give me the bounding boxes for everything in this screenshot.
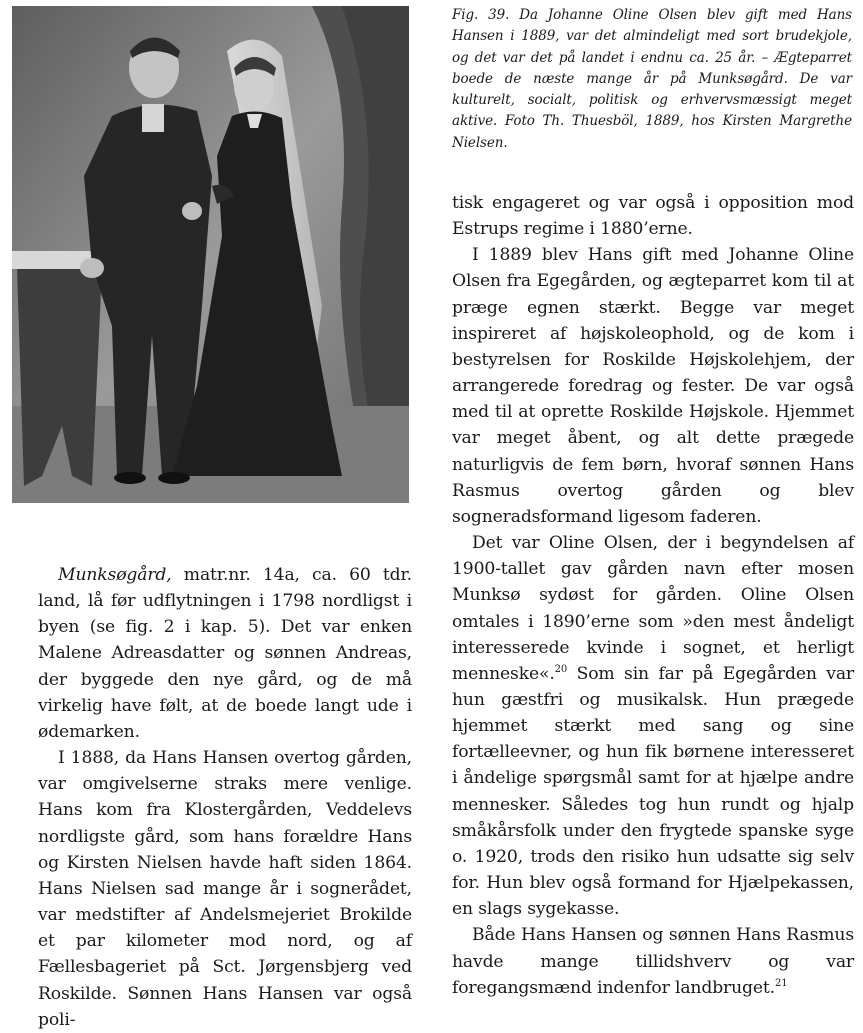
paragraph-text: matr.nr. 14a, ca. 60 tdr. land, lå før udflytningen i 1798 nordligst i byen (se fig. 2 i kap. 5). Det var enken Malene Adreasdatter og sønnen Andreas, der byggede den nye gård, og de må virkelig have følt, at de boede langt ude i ødemarken. xyxy=(38,565,412,742)
paragraph-oline-olsen xyxy=(452,530,854,922)
paragraph-continuation: tisk engageret og var også i opposition mod Estrups regime i 1880’erne. xyxy=(452,193,854,240)
footnote-ref-20[interactable]: 20 xyxy=(554,663,568,675)
figure-caption: Fig. 39. Da Johanne Oline Olsen blev gift med Hans Hansen i 1889, var det almindeligt med sort brudekjole, og det var det på landet i endnu ca. 25 år. – Ægteparret boede de næste mange år på Munksøgård. De var kulturelt, socialt, politisk og erhvervsmæssigt meget aktive. Foto Th. Thuesböl, 1889, hos Kirsten Margrethe Nielsen. xyxy=(452,7,852,151)
paragraph-text: Både Hans Hansen og sønnen Hans Rasmus havde mange tillidshverv og var foregangsmænd indenfor landbruget. xyxy=(452,925,854,998)
footnote-ref-21[interactable]: 21 xyxy=(774,977,788,989)
paragraph-text: Det var Oline Olsen, der i begyndelsen af 1900-tallet gav gården navn efter mosen Munksø sydøst for gården. Oline Olsen omtales i 1890’erne som »den mest åndeligt interesserede kvinde i sognet, et herligt menneske«. xyxy=(452,533,854,684)
paragraph-munksogard xyxy=(38,562,412,745)
paragraph-text: Som sin far på Egegården var hun gæstfri og musikalsk. Hun prægede hjemmet stærkt med sang og sine fortælleevner, og hun fik børnene interesseret i åndelige spørgsmål samt for at hjælpe andre mennesker. Således tog hun rundt og hjalp småkårsfolk under den frygtede spanske syge o. 1920, trods den risiko hun udsatte sig selv for. Hun blev også formand for Hjælpekassen, en slags sygekasse. xyxy=(452,663,854,920)
paragraph-hans-rasmus xyxy=(452,922,854,1000)
wedding-photo xyxy=(12,6,409,503)
left-text-column xyxy=(38,562,412,1033)
farm-name: Munksøgård, xyxy=(58,565,172,585)
paragraph-1889: I 1889 blev Hans gift med Johanne Oline Olsen fra Egegården, og ægteparret kom til at præge egnen stærkt. Begge var meget inspireret af højskoleophold, og de kom i bestyrelsen for Roskilde Højskolehjem, der arrangerede foredrag og fester. De var også med til at oprette Roskilde Højskole. Hjemmet var meget åbent, og alt dette prægede naturligvis de fem børn, hvoraf sønnen Hans Rasmus overtog gården og blev sogneradsformand ligesom faderen. xyxy=(452,245,854,527)
paragraph-1888: I 1888, da Hans Hansen overtog gården, var omgivelserne straks mere venlige. Hans kom fra Klostergården, Veddelevs nordligste gård, som hans forældre Hans og Kirsten Nielsen havde haft siden 1864. Hans Nielsen sad mange år i sognerådet, var medstifter af Andelsmejeriet Brokilde et par kilometer mod nord, og af Fællesbageriet på Sct. Jørgensbjerg ved Roskilde. Sønnen Hans Hansen var også poli- xyxy=(38,748,412,1030)
wedding-portrait-photo-icon xyxy=(12,6,409,503)
right-text-column xyxy=(452,190,854,1001)
